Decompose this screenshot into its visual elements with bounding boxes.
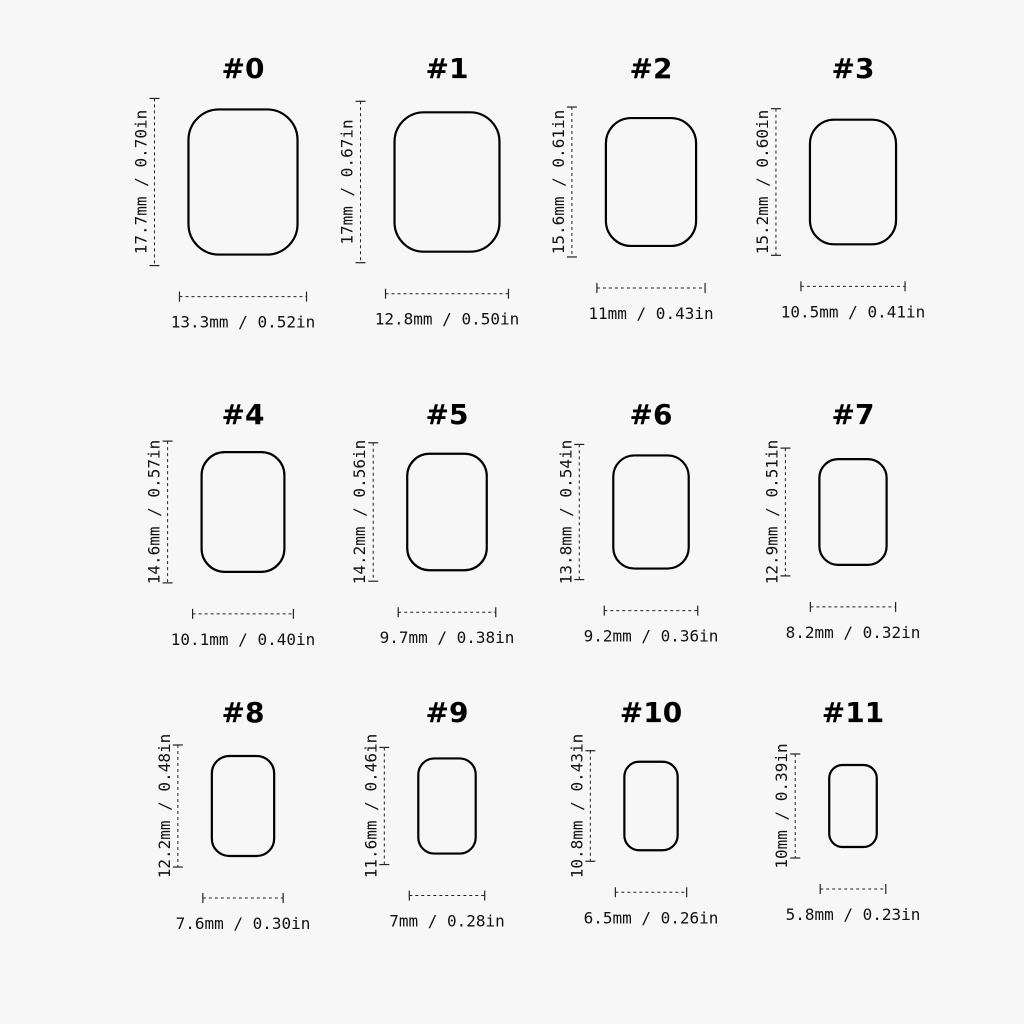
size-card (155, 696, 311, 933)
width-label: 10.1mm / 0.40in (170, 629, 316, 649)
size-title: #0 (221, 52, 265, 85)
nail-outline (606, 118, 696, 246)
width-label: 10.5mm / 0.41in (780, 302, 926, 322)
size-card (567, 696, 718, 927)
size-card (361, 696, 504, 931)
nail-outline (810, 120, 896, 245)
width-label: 13.3mm / 0.52in (170, 312, 316, 332)
size-title: #9 (425, 696, 469, 729)
height-label: 17mm / 0.67in (337, 119, 357, 245)
size-card (131, 52, 315, 332)
size-card (350, 398, 514, 647)
nail-outline (407, 454, 487, 570)
nail-outline (418, 758, 475, 853)
height-label: 10.8mm / 0.43in (567, 733, 587, 879)
width-label: 7.6mm / 0.30in (175, 914, 311, 934)
size-title: #10 (619, 696, 683, 729)
size-title: #6 (629, 398, 673, 431)
height-label: 17.7mm / 0.70in (131, 109, 151, 255)
width-label: 11mm / 0.43in (588, 303, 714, 323)
height-label: 14.6mm / 0.57in (144, 439, 164, 585)
size-card (145, 398, 316, 649)
size-card (753, 52, 925, 321)
width-label: 12.8mm / 0.50in (374, 309, 520, 329)
nail-outline (188, 109, 297, 254)
width-label: 9.2mm / 0.36in (583, 626, 719, 646)
width-label: 7mm / 0.28in (389, 911, 505, 931)
size-card (772, 696, 920, 924)
size-title: #5 (425, 398, 469, 431)
height-label: 11.6mm / 0.46in (361, 733, 381, 879)
nail-outline (202, 452, 285, 572)
width-label: 9.7mm / 0.38in (379, 628, 515, 648)
height-label: 15.2mm / 0.60in (752, 109, 772, 255)
nail-outline (829, 765, 877, 847)
size-title: #1 (425, 52, 469, 85)
size-card (549, 52, 714, 323)
nail-outline (819, 459, 886, 565)
size-title: #2 (629, 52, 673, 85)
nail-outline (395, 112, 500, 251)
size-title: #3 (831, 52, 875, 85)
height-label: 12.9mm / 0.51in (762, 439, 782, 585)
height-label: 12.2mm / 0.48in (154, 733, 174, 879)
height-label: 13.8mm / 0.54in (556, 439, 576, 585)
size-title: #8 (221, 696, 265, 729)
nail-outline (613, 455, 688, 568)
height-label: 15.6mm / 0.61in (548, 109, 568, 255)
width-label: 8.2mm / 0.32in (785, 622, 921, 642)
nail-outline (212, 756, 274, 856)
height-label: 10mm / 0.39in (772, 743, 792, 869)
size-card (556, 398, 718, 646)
size-title: #11 (821, 696, 885, 729)
width-label: 5.8mm / 0.23in (785, 905, 921, 924)
height-label: 14.2mm / 0.56in (350, 439, 370, 585)
nail-outline (624, 762, 677, 851)
width-label: 6.5mm / 0.26in (583, 908, 719, 928)
size-title: #7 (831, 398, 875, 431)
size-card (762, 398, 920, 642)
size-title: #4 (221, 398, 265, 431)
size-card (338, 52, 520, 329)
